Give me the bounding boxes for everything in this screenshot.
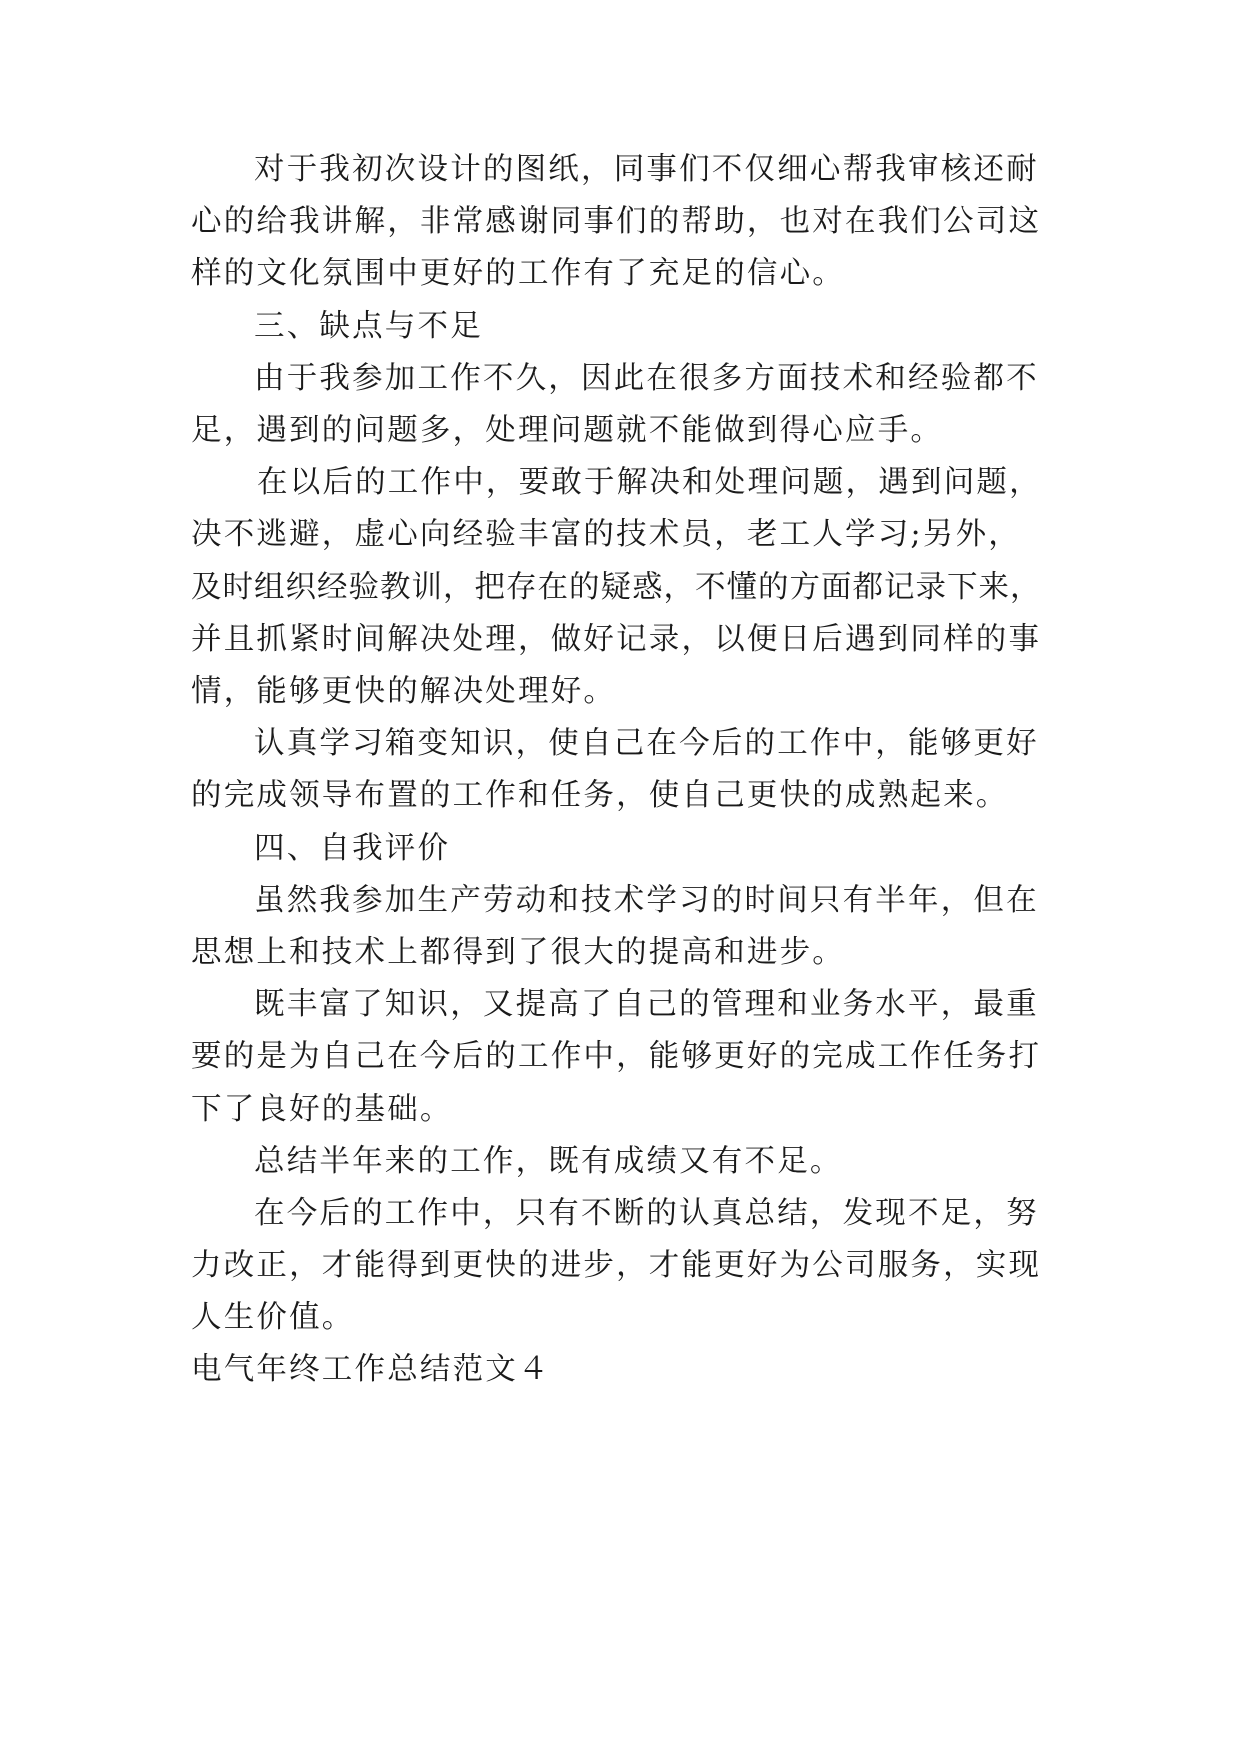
paragraph-line: 样的文化氛围中更好的工作有了充足的信心。 — [191, 256, 845, 291]
paragraph-line: 既丰富了知识，又提高了自己的管理和业务水平，最重 — [254, 987, 1039, 1022]
paragraph-line: 对于我初次设计的图纸，同事们不仅细心帮我审核还耐 — [254, 152, 1039, 187]
section-heading: 四、自我评价 — [254, 831, 451, 866]
paragraph-line: 在今后的工作中，只有不断的认真总结，发现不足，努 — [254, 1196, 1039, 1231]
paragraph-line: 认真学习箱变知识，使自己在今后的工作中，能够更好 — [254, 726, 1039, 761]
paragraph-line: 足，遇到的问题多，处理问题就不能做到得心应手。 — [191, 413, 944, 448]
paragraph-line: 心的给我讲解，非常感谢同事们的帮助，也对在我们公司这 — [191, 204, 1042, 239]
paragraph-line: 情，能够更快的解决处理好。 — [191, 674, 617, 709]
paragraph-line: 虽然我参加生产劳动和技术学习的时间只有半年，但在 — [254, 883, 1039, 918]
paragraph-line: 决不逃避，虚心向经验丰富的技术员，老工人学习;另外， — [191, 517, 1021, 552]
paragraph-line: 的完成领导布置的工作和任务，使自己更快的成熟起来。 — [191, 778, 1009, 813]
section-heading: 三、缺点与不足 — [254, 309, 483, 344]
paragraph-line: 并且抓紧时间解决处理，做好记录，以便日后遇到同样的事 — [191, 622, 1042, 657]
document-title: 电气年终工作总结范文４ — [191, 1352, 551, 1387]
paragraph-line: 在以后的工作中，要敢于解决和处理问题，遇到问题， — [257, 465, 1042, 500]
paragraph-line: 人生价值。 — [191, 1300, 355, 1335]
paragraph-line: 要的是为自己在今后的工作中，能够更好的完成工作任务打 — [191, 1039, 1042, 1074]
paragraph-line: 及时组织经验教训，把存在的疑惑，不懂的方面都记录下来， — [191, 570, 1042, 605]
paragraph-line: 总结半年来的工作，既有成绩又有不足。 — [254, 1144, 843, 1179]
paragraph-line: 由于我参加工作不久，因此在很多方面技术和经验都不 — [254, 361, 1039, 396]
paragraph-line: 思想上和技术上都得到了很大的提高和进步。 — [191, 935, 845, 970]
paragraph-line: 下了良好的基础。 — [191, 1092, 453, 1127]
paragraph-line: 力改正，才能得到更快的进步，才能更好为公司服务，实现 — [191, 1248, 1042, 1283]
